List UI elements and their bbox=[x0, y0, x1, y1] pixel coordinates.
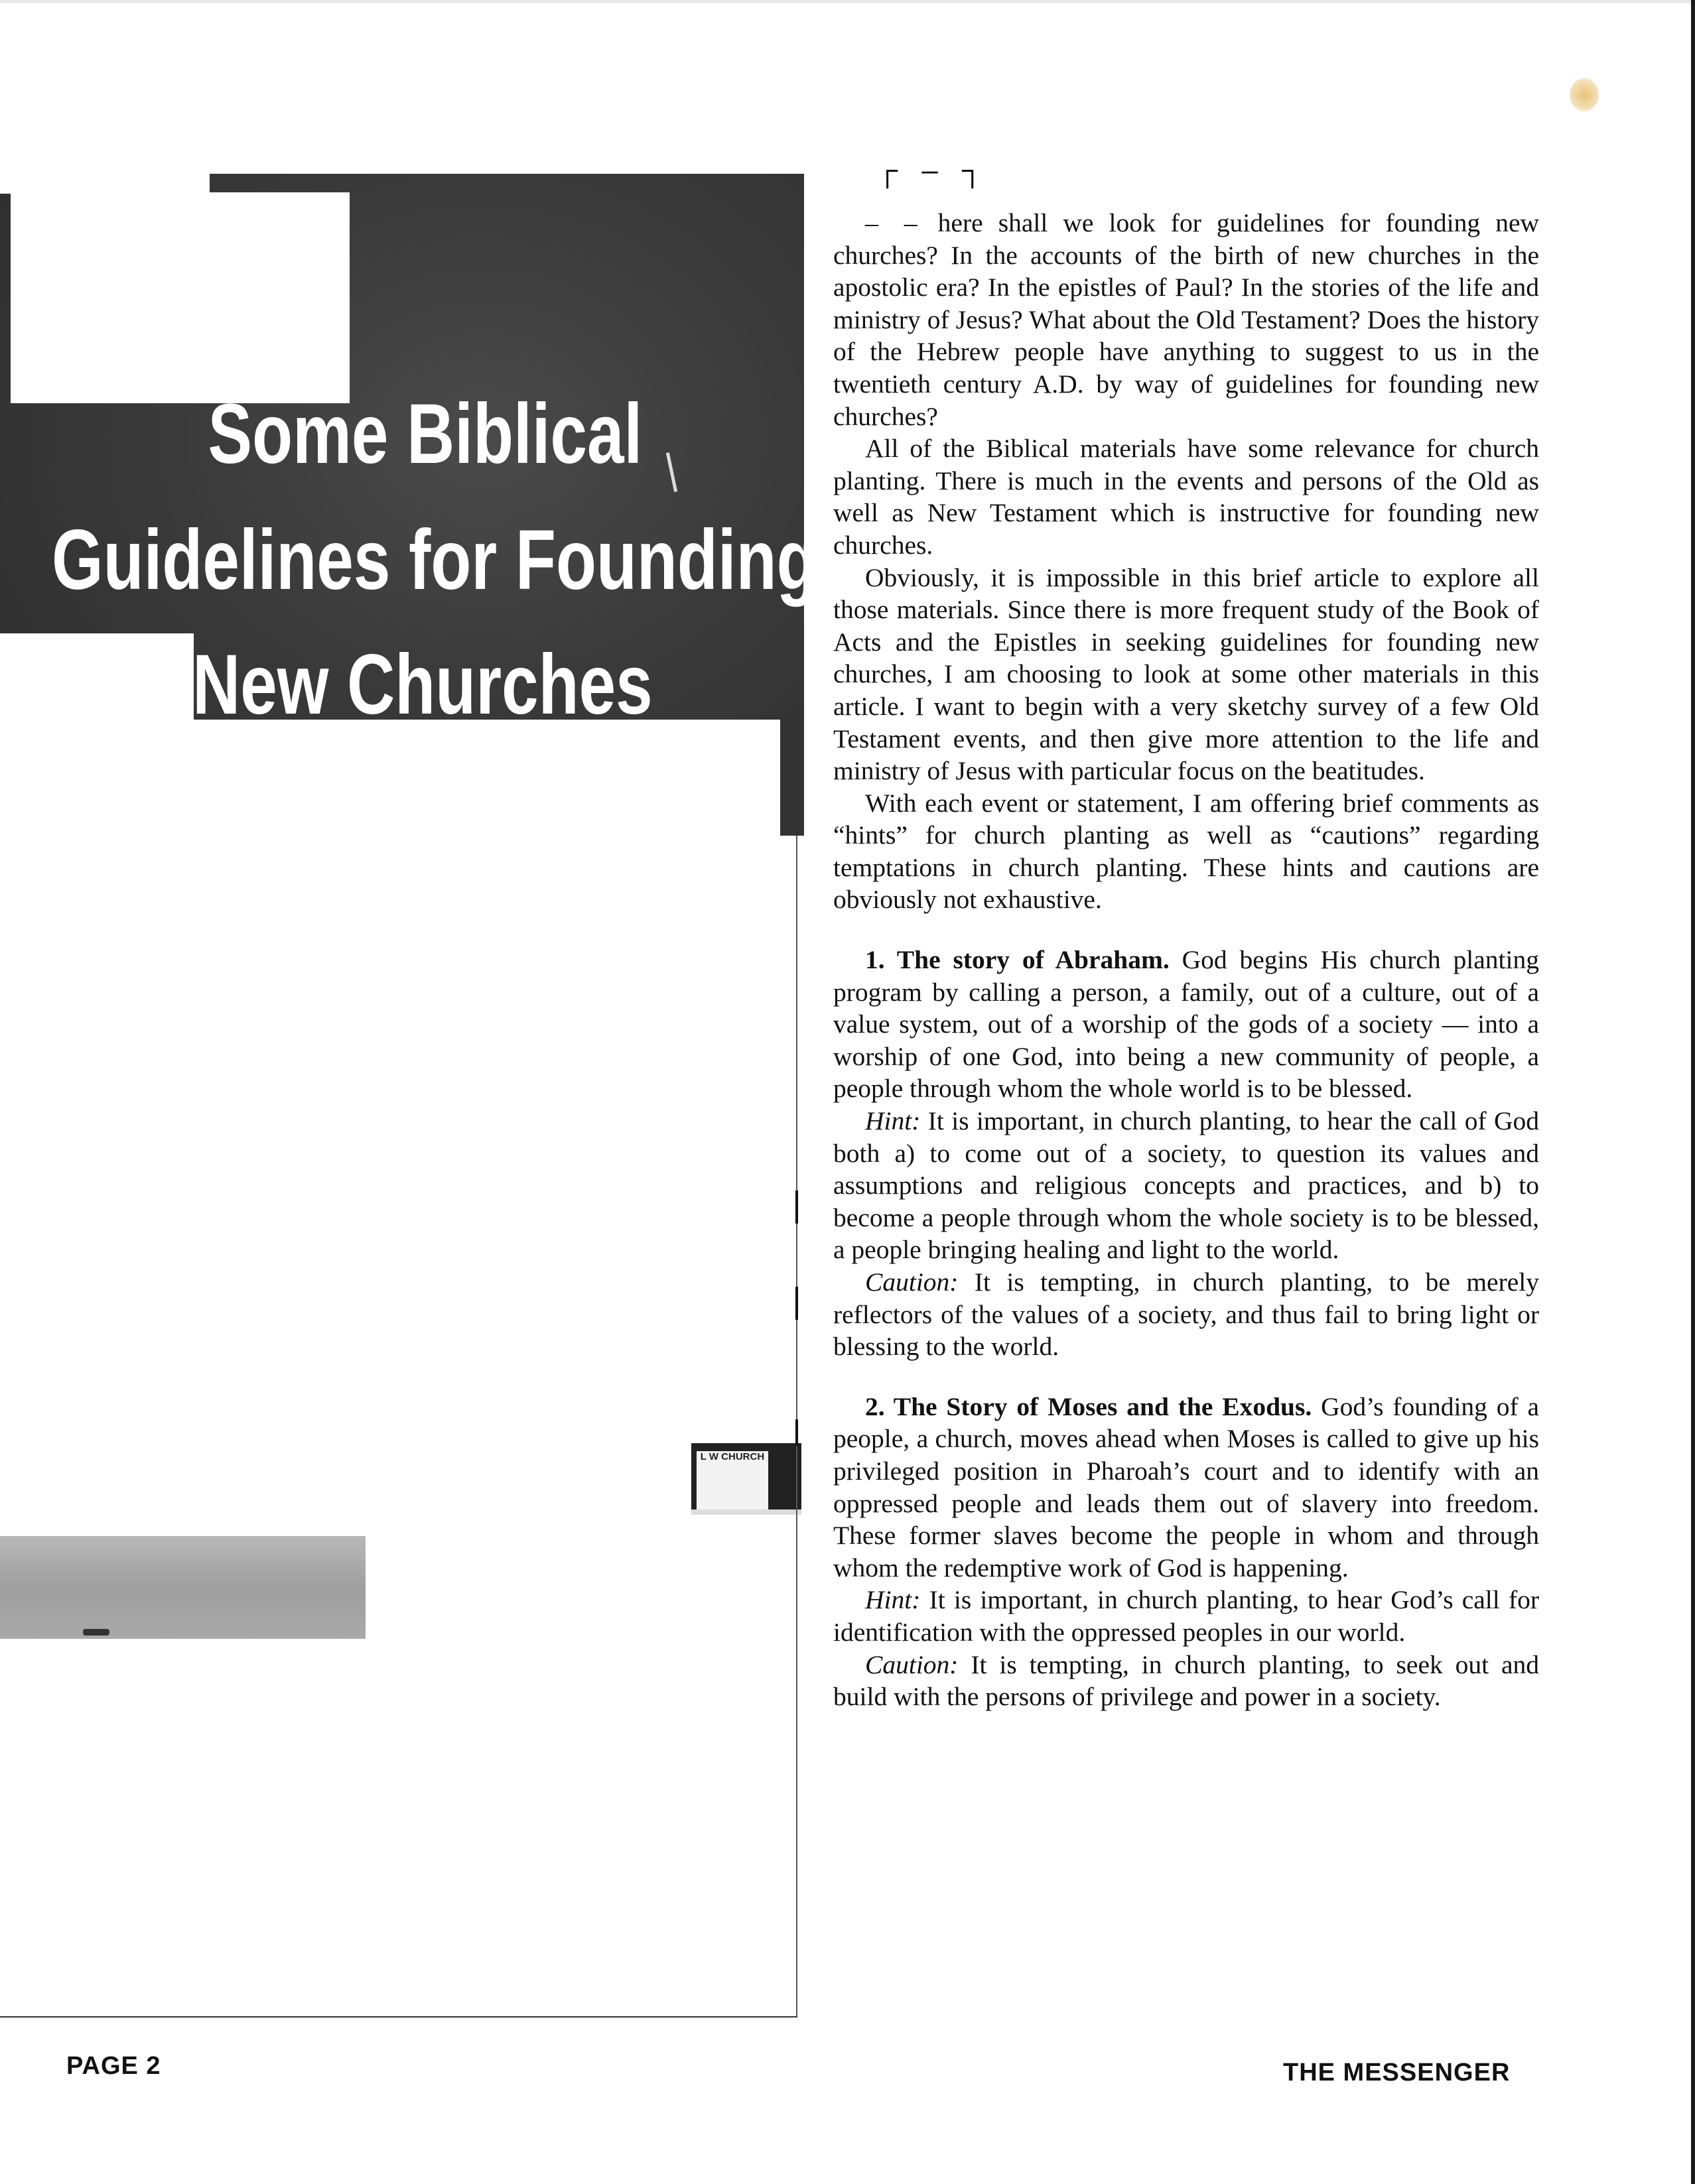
photo-cutout bbox=[0, 174, 210, 194]
caution-label: Caution: bbox=[865, 1267, 959, 1297]
paragraph-intro-text: here shall we look for guidelines for founding new churches? In the accounts of the birth of new churches in the apostolic era? In the epistles of Paul? In the stories of the life and ministry of Jesus? What about the Old Testament? Does the history of the Hebrew people have anything to suggest to us in the twentieth century A.D. by way of guidelines for founding new churches? bbox=[833, 208, 1540, 431]
page-number: PAGE 2 bbox=[66, 2052, 161, 2080]
paragraph-hints: With each event or statement, I am offering brief comments as “hints” for church planting as well as “cautions” regarding temptations in church planting. These hints and cautions are obviously not exhaustive. bbox=[833, 788, 1539, 915]
moses-caution bbox=[833, 1649, 1539, 1713]
article-body bbox=[833, 207, 1539, 1713]
section-abraham-heading: 1. The story of Abraham. bbox=[865, 945, 1170, 975]
abraham-hint bbox=[833, 1105, 1539, 1266]
page-right-edge bbox=[1691, 0, 1695, 2184]
paragraph-intro bbox=[833, 207, 1539, 432]
moses-caution-text: It is tempting, in church planting, to seek out and build with the persons of privilege and power in a society. bbox=[833, 1649, 1540, 1712]
rule-tick bbox=[795, 1419, 798, 1446]
abraham-hint-text: It is important, in church planting, to hear the call of God both a) to come out of a society, to question its values and assumptions and religious concepts and practices, and b) to become a people through whom the whole society is to be blessed, a people bringing healing and light to the world. bbox=[833, 1106, 1539, 1265]
photo-streak bbox=[666, 452, 677, 492]
title-line-3: New Churches bbox=[192, 637, 653, 732]
moses-hint-text: It is important, in church planting, to hear God’s call for identification with the oppressed peoples in our world. bbox=[833, 1585, 1539, 1647]
section-gap bbox=[833, 916, 1539, 944]
paragraph-relevance: All of the Biblical materials have some relevance for church planting. There is much in the events and persons of the Old as well as New Testament which is instructive for founding new churches. bbox=[833, 434, 1539, 560]
paragraph-scope: Obviously, it is impossible in this brief article to explore all those materials. Since there is more frequent study of the Book of Acts and the Epistles in seeking guidelines for founding new churches, I am choosing to look at some other materials in this article. I want to begin with a very sketchy survey of a few Old Testament events, and then give more attention to the life and ministry of Jesus with particular focus on the beatitudes. bbox=[833, 562, 1539, 786]
drop-cap-dashes: – – bbox=[865, 208, 923, 237]
section-moses-text: God’s founding of a people, a church, moves ahead when Moses is called to give up his privileged position in Pharoah’s court and to identify with an oppressed people and leads them out of slavery into freedom. These former slaves become the people in whom and through whom the redemptive work of God is happening. bbox=[833, 1391, 1540, 1582]
title-line-2: Guidelines for Founding bbox=[52, 513, 817, 608]
caution-label: Caution: bbox=[865, 1649, 959, 1679]
landscape-photo-spot bbox=[83, 1629, 109, 1636]
moses-hint bbox=[833, 1584, 1539, 1648]
section-abraham bbox=[833, 944, 1539, 1105]
hint-label: Hint: bbox=[865, 1585, 921, 1615]
section-moses-heading: 2. The Story of Moses and the Exodus. bbox=[865, 1391, 1312, 1421]
photo-cutout-lower-left bbox=[0, 633, 194, 721]
page-top-edge bbox=[0, 0, 1695, 3]
landscape-photo bbox=[0, 1536, 366, 1639]
photo-cutout-lower bbox=[0, 720, 780, 2020]
church-sign-photo bbox=[691, 1443, 801, 1515]
paper-stain bbox=[1570, 78, 1599, 111]
section-gap bbox=[833, 1363, 1539, 1391]
publication-name: THE MESSENGER bbox=[1283, 2059, 1511, 2087]
column-rule-horizontal bbox=[0, 2016, 797, 2018]
church-sign bbox=[697, 1451, 768, 1510]
title-line-1: Some Biblical bbox=[208, 387, 643, 482]
section-abraham-text: God begins His church planting program by calling a person, a family, out of a culture, out of a value system, out of a worship of the gods of a society — into a worship of one God, into being a new community of people, a people through whom the whole world is to be blessed. bbox=[833, 945, 1539, 1104]
hint-label: Hint: bbox=[865, 1106, 921, 1136]
section-moses bbox=[833, 1391, 1539, 1584]
drop-cap-bracket: ┌ – ┐ bbox=[877, 154, 991, 186]
church-sign-text: L W CHURCH bbox=[700, 1451, 765, 1462]
photo-edge-strip bbox=[780, 720, 804, 836]
rule-tick bbox=[795, 1287, 798, 1320]
abraham-caution bbox=[833, 1266, 1539, 1363]
abraham-caution-text: It is tempting, in church planting, to be merely reflectors of the values of a society, and thus fail to bring light or blessing to the world. bbox=[833, 1267, 1539, 1362]
rule-tick bbox=[795, 1190, 798, 1224]
church-sign-photo-bottom bbox=[691, 1510, 801, 1515]
